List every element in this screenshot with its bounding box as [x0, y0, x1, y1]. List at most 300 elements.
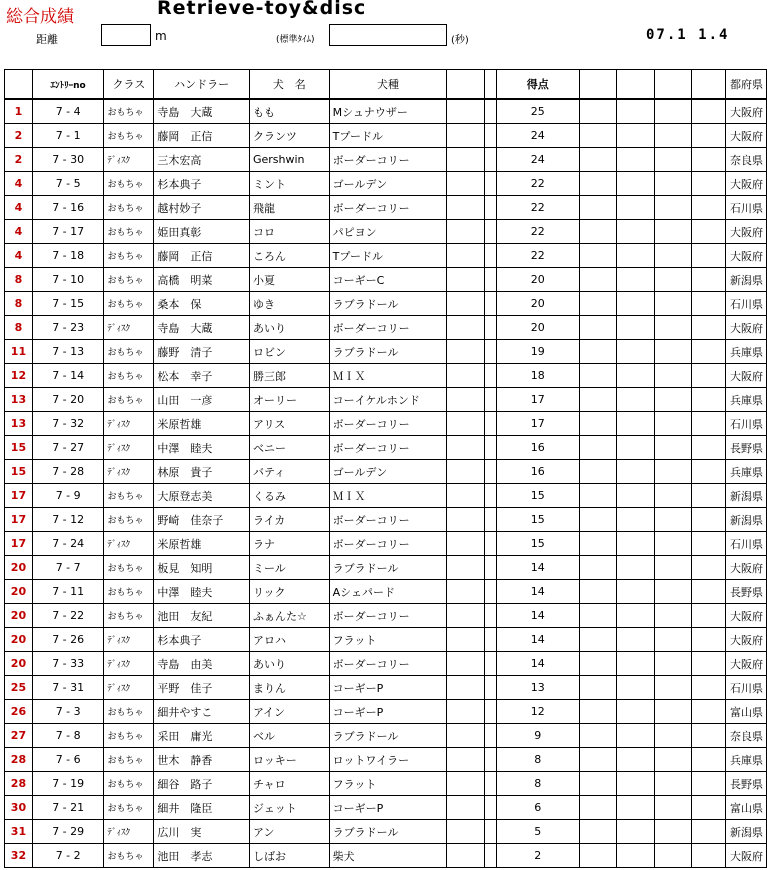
blank-cell: [692, 772, 726, 796]
class-cell: おもちゃ: [104, 340, 154, 364]
score-cell: 22: [496, 172, 579, 196]
dog-name-cell: まりん: [249, 676, 329, 700]
score-cell: 17: [496, 412, 579, 436]
dog-name-cell: リック: [249, 580, 329, 604]
table-row: [5, 268, 767, 292]
blank-cell: [484, 772, 496, 796]
blank-cell: [692, 676, 726, 700]
blank-cell: [447, 508, 485, 532]
prefecture-cell: 大阪府: [725, 99, 766, 124]
dog-name-cell: アリス: [249, 412, 329, 436]
blank-cell: [617, 796, 655, 820]
blank-cell: [484, 508, 496, 532]
blank-cell: [692, 796, 726, 820]
breed-cell: コーイケルホンド: [329, 388, 447, 412]
score-cell: 13: [496, 676, 579, 700]
blank-cell: [484, 436, 496, 460]
handler-cell: 松本 幸子: [154, 364, 250, 388]
rank-cell: 28: [5, 748, 33, 772]
blank-cell: [484, 676, 496, 700]
handler-cell: 米原哲雄: [154, 532, 250, 556]
entry-no-cell: 7 - 14: [32, 364, 104, 388]
blank-cell: [654, 268, 692, 292]
dog-name-cell: ロッキー: [249, 748, 329, 772]
blank-cell: [692, 196, 726, 220]
blank-cell: [617, 124, 655, 148]
blank-cell: [579, 580, 617, 604]
prefecture-cell: 奈良県: [725, 724, 766, 748]
breed-cell: フラット: [329, 628, 447, 652]
table-row: [5, 772, 767, 796]
handler-cell: 高橋 明菜: [154, 268, 250, 292]
dog-name-cell: アイン: [249, 700, 329, 724]
handler-cell: 越村妙子: [154, 196, 250, 220]
blank-cell: [579, 676, 617, 700]
blank-cell: [654, 148, 692, 172]
blank-cell: [654, 508, 692, 532]
blank-cell: [654, 220, 692, 244]
rank-cell: 17: [5, 484, 33, 508]
blank-cell: [617, 676, 655, 700]
blank-cell: [447, 460, 485, 484]
table-row: [5, 388, 767, 412]
blank-cell: [447, 844, 485, 868]
blank-cell: [617, 460, 655, 484]
handler-cell: 広川 実: [154, 820, 250, 844]
blank-cell: [579, 652, 617, 676]
handler-cell: 大原登志美: [154, 484, 250, 508]
class-cell: おもちゃ: [104, 220, 154, 244]
prefecture-cell: 大阪府: [725, 652, 766, 676]
entry-no-cell: 7 - 5: [32, 172, 104, 196]
prefecture-cell: 富山県: [725, 796, 766, 820]
dog-name-cell: 飛龍: [249, 196, 329, 220]
entry-no-cell: 7 - 27: [32, 436, 104, 460]
blank-cell: [617, 772, 655, 796]
rank-cell: 20: [5, 604, 33, 628]
distance-field[interactable]: [101, 24, 151, 46]
blank-cell: [617, 724, 655, 748]
entry-no-cell: 7 - 2: [32, 844, 104, 868]
blank-cell: [484, 604, 496, 628]
handler-cell: 杉本典子: [154, 628, 250, 652]
blank-cell: [654, 172, 692, 196]
score-cell: 16: [496, 436, 579, 460]
class-cell: おもちゃ: [104, 292, 154, 316]
blank-cell: [617, 388, 655, 412]
table-row: [5, 124, 767, 148]
dog-name-cell: ライカ: [249, 508, 329, 532]
entry-no-cell: 7 - 32: [32, 412, 104, 436]
score-cell: 14: [496, 556, 579, 580]
blank-cell: [654, 196, 692, 220]
col-header-class: クラス: [104, 70, 154, 100]
blank-cell: [654, 99, 692, 124]
score-cell: 17: [496, 388, 579, 412]
class-cell: おもちゃ: [104, 580, 154, 604]
rank-cell: 20: [5, 580, 33, 604]
blank-cell: [579, 700, 617, 724]
blank-cell: [579, 796, 617, 820]
score-cell: 22: [496, 196, 579, 220]
blank-cell: [447, 532, 485, 556]
class-cell: おもちゃ: [104, 388, 154, 412]
blank-cell: [617, 652, 655, 676]
blank-cell: [617, 268, 655, 292]
blank-cell: [692, 388, 726, 412]
blank-cell: [617, 484, 655, 508]
table-row: [5, 244, 767, 268]
table-row: [5, 460, 767, 484]
handler-cell: 細井 隆臣: [154, 796, 250, 820]
handler-cell: 寺島 大蔵: [154, 99, 250, 124]
breed-cell: ボーダーコリー: [329, 436, 447, 460]
blank-cell: [617, 580, 655, 604]
blank-cell: [692, 364, 726, 388]
breed-cell: コーギーP: [329, 676, 447, 700]
blank-cell: [654, 796, 692, 820]
blank-cell: [579, 412, 617, 436]
rank-cell: 17: [5, 508, 33, 532]
blank-cell: [447, 820, 485, 844]
blank-cell: [692, 172, 726, 196]
blank-cell: [447, 700, 485, 724]
score-cell: 22: [496, 244, 579, 268]
table-row: [5, 676, 767, 700]
blank-cell: [484, 628, 496, 652]
blank-cell: [447, 196, 485, 220]
prefecture-cell: 長野県: [725, 580, 766, 604]
blank-cell: [447, 412, 485, 436]
handler-cell: 姫田真彰: [154, 220, 250, 244]
blank-cell: [447, 772, 485, 796]
handler-cell: 杉本典子: [154, 172, 250, 196]
prefecture-cell: 新潟県: [725, 820, 766, 844]
breed-cell: ロットワイラー: [329, 748, 447, 772]
blank-cell: [484, 532, 496, 556]
rank-cell: 4: [5, 172, 33, 196]
blank-cell: [617, 364, 655, 388]
rank-cell: 31: [5, 820, 33, 844]
blank-cell: [692, 724, 726, 748]
entry-no-cell: 7 - 11: [32, 580, 104, 604]
entry-no-cell: 7 - 4: [32, 99, 104, 124]
entry-no-cell: 7 - 28: [32, 460, 104, 484]
blank-cell: [579, 99, 617, 124]
blank-cell: [654, 556, 692, 580]
entry-no-cell: 7 - 6: [32, 748, 104, 772]
blank-cell: [579, 124, 617, 148]
handler-cell: 山田 一彦: [154, 388, 250, 412]
score-cell: 8: [496, 772, 579, 796]
rank-cell: 20: [5, 556, 33, 580]
blank-cell: [579, 436, 617, 460]
prefecture-cell: 大阪府: [725, 628, 766, 652]
handler-cell: 藤岡 正信: [154, 244, 250, 268]
blank-cell: [447, 124, 485, 148]
prefecture-cell: 新潟県: [725, 268, 766, 292]
blank-cell: [579, 268, 617, 292]
table-row: [5, 412, 767, 436]
dog-name-cell: ジェット: [249, 796, 329, 820]
breed-cell: ラブラドール: [329, 556, 447, 580]
blank-cell: [654, 340, 692, 364]
dog-name-cell: ミール: [249, 556, 329, 580]
score-cell: 9: [496, 724, 579, 748]
rank-cell: 8: [5, 316, 33, 340]
breed-cell: ＭＩＸ: [329, 484, 447, 508]
prefecture-cell: 大阪府: [725, 124, 766, 148]
entry-no-cell: 7 - 12: [32, 508, 104, 532]
breed-cell: ラブラドール: [329, 820, 447, 844]
table-row: [5, 172, 767, 196]
table-row: [5, 508, 767, 532]
table-row: [5, 748, 767, 772]
class-cell: おもちゃ: [104, 700, 154, 724]
blank-cell: [447, 652, 485, 676]
score-cell: 15: [496, 484, 579, 508]
breed-cell: ラブラドール: [329, 292, 447, 316]
score-cell: 2: [496, 844, 579, 868]
prefecture-cell: 新潟県: [725, 484, 766, 508]
blank-cell: [484, 748, 496, 772]
blank-cell: [692, 556, 726, 580]
blank-cell: [692, 436, 726, 460]
dog-name-cell: アン: [249, 820, 329, 844]
rank-cell: 2: [5, 124, 33, 148]
table-row: [5, 316, 767, 340]
blank-cell: [692, 604, 726, 628]
blank-cell: [692, 316, 726, 340]
col-header-rank: [5, 70, 33, 100]
score-cell: 14: [496, 628, 579, 652]
dog-name-cell: ゆき: [249, 292, 329, 316]
table-row: [5, 436, 767, 460]
table-row: [5, 532, 767, 556]
blank-cell: [484, 388, 496, 412]
blank-cell: [692, 820, 726, 844]
entry-no-cell: 7 - 9: [32, 484, 104, 508]
summary-title: 総合成績: [6, 7, 74, 27]
class-cell: おもちゃ: [104, 748, 154, 772]
blank-cell: [654, 316, 692, 340]
blank-cell: [617, 820, 655, 844]
dog-name-cell: ころん: [249, 244, 329, 268]
entry-no-cell: 7 - 20: [32, 388, 104, 412]
blank-cell: [692, 532, 726, 556]
dog-name-cell: ベニー: [249, 436, 329, 460]
entry-no-cell: 7 - 29: [32, 820, 104, 844]
standard-time-field[interactable]: [329, 24, 447, 46]
blank-cell: [692, 124, 726, 148]
entry-no-cell: 7 - 16: [32, 196, 104, 220]
handler-cell: 細谷 路子: [154, 772, 250, 796]
prefecture-cell: 長野県: [725, 772, 766, 796]
rank-cell: 20: [5, 652, 33, 676]
distance-label: 距離: [36, 33, 58, 46]
blank-cell: [447, 99, 485, 124]
blank-cell: [654, 724, 692, 748]
score-cell: 24: [496, 148, 579, 172]
blank-cell: [447, 172, 485, 196]
blank-cell: [447, 388, 485, 412]
prefecture-cell: 兵庫県: [725, 388, 766, 412]
dog-name-cell: くるみ: [249, 484, 329, 508]
blank-cell: [654, 364, 692, 388]
col-header-blank: [579, 70, 617, 100]
blank-cell: [617, 556, 655, 580]
blank-cell: [447, 436, 485, 460]
class-cell: ﾃﾞｨｽｸ: [104, 820, 154, 844]
blank-cell: [617, 412, 655, 436]
entry-no-cell: 7 - 23: [32, 316, 104, 340]
blank-cell: [617, 292, 655, 316]
entry-no-cell: 7 - 7: [32, 556, 104, 580]
breed-cell: ボーダーコリー: [329, 652, 447, 676]
prefecture-cell: 新潟県: [725, 508, 766, 532]
event-date: 07.1 1.4: [646, 27, 730, 43]
breed-cell: ボーダーコリー: [329, 412, 447, 436]
breed-cell: ＭＩＸ: [329, 364, 447, 388]
entry-no-cell: 7 - 30: [32, 148, 104, 172]
blank-cell: [579, 604, 617, 628]
handler-cell: 采田 庸光: [154, 724, 250, 748]
blank-cell: [484, 844, 496, 868]
entry-no-cell: 7 - 24: [32, 532, 104, 556]
dog-name-cell: チャロ: [249, 772, 329, 796]
breed-cell: ラブラドール: [329, 340, 447, 364]
blank-cell: [447, 364, 485, 388]
blank-cell: [617, 844, 655, 868]
breed-cell: パピヨン: [329, 220, 447, 244]
blank-cell: [484, 99, 496, 124]
breed-cell: ラブラドール: [329, 724, 447, 748]
score-cell: 15: [496, 508, 579, 532]
breed-cell: ボーダーコリー: [329, 316, 447, 340]
breed-cell: コーギーP: [329, 796, 447, 820]
entry-no-cell: 7 - 10: [32, 268, 104, 292]
blank-cell: [692, 460, 726, 484]
class-cell: おもちゃ: [104, 604, 154, 628]
class-cell: おもちゃ: [104, 172, 154, 196]
handler-cell: 野崎 佳奈子: [154, 508, 250, 532]
breed-cell: コーギーP: [329, 700, 447, 724]
class-cell: おもちゃ: [104, 124, 154, 148]
blank-cell: [617, 148, 655, 172]
blank-cell: [484, 796, 496, 820]
score-cell: 19: [496, 340, 579, 364]
breed-cell: Mシュナウザー: [329, 99, 447, 124]
prefecture-cell: 大阪府: [725, 316, 766, 340]
table-row: [5, 148, 767, 172]
class-cell: おもちゃ: [104, 772, 154, 796]
blank-cell: [579, 292, 617, 316]
prefecture-cell: 兵庫県: [725, 460, 766, 484]
col-header-prefecture: 都府県: [725, 70, 766, 100]
blank-cell: [447, 244, 485, 268]
blank-cell: [484, 196, 496, 220]
prefecture-cell: 兵庫県: [725, 340, 766, 364]
entry-no-cell: 7 - 21: [32, 796, 104, 820]
class-cell: ﾃﾞｨｽｸ: [104, 628, 154, 652]
entry-no-cell: 7 - 15: [32, 292, 104, 316]
handler-cell: 平野 佳子: [154, 676, 250, 700]
blank-cell: [447, 724, 485, 748]
blank-cell: [692, 484, 726, 508]
table-header-row: [5, 70, 767, 100]
blank-cell: [484, 652, 496, 676]
blank-cell: [579, 820, 617, 844]
blank-cell: [617, 748, 655, 772]
handler-cell: 寺島 大蔵: [154, 316, 250, 340]
rank-cell: 30: [5, 796, 33, 820]
distance-unit: m: [155, 29, 167, 43]
prefecture-cell: 富山県: [725, 700, 766, 724]
handler-cell: 池田 友紀: [154, 604, 250, 628]
blank-cell: [692, 99, 726, 124]
blank-cell: [484, 292, 496, 316]
handler-cell: 米原哲雄: [154, 412, 250, 436]
blank-cell: [617, 99, 655, 124]
class-cell: ﾃﾞｨｽｸ: [104, 532, 154, 556]
score-cell: 18: [496, 364, 579, 388]
dog-name-cell: ラナ: [249, 532, 329, 556]
table-row: [5, 820, 767, 844]
table-row: [5, 700, 767, 724]
class-cell: ﾃﾞｨｽｸ: [104, 676, 154, 700]
blank-cell: [447, 604, 485, 628]
standard-time-label: (標準ﾀｲﾑ): [276, 35, 315, 45]
blank-cell: [654, 412, 692, 436]
rank-cell: 8: [5, 268, 33, 292]
dog-name-cell: アロハ: [249, 628, 329, 652]
table-row: [5, 652, 767, 676]
blank-cell: [692, 220, 726, 244]
breed-cell: Tプードル: [329, 124, 447, 148]
blank-cell: [579, 724, 617, 748]
blank-cell: [447, 268, 485, 292]
col-header-handler: ハンドラー: [154, 70, 250, 100]
blank-cell: [617, 244, 655, 268]
blank-cell: [617, 172, 655, 196]
rank-cell: 17: [5, 532, 33, 556]
handler-cell: 藤野 清子: [154, 340, 250, 364]
class-cell: ﾃﾞｨｽｸ: [104, 148, 154, 172]
table-row: [5, 796, 767, 820]
breed-cell: ボーダーコリー: [329, 508, 447, 532]
class-cell: おもちゃ: [104, 508, 154, 532]
class-cell: おもちゃ: [104, 364, 154, 388]
blank-cell: [579, 772, 617, 796]
prefecture-cell: 奈良県: [725, 148, 766, 172]
col-header-breed: 犬種: [329, 70, 447, 100]
blank-cell: [484, 820, 496, 844]
dog-name-cell: Gershwin: [249, 148, 329, 172]
prefecture-cell: 石川県: [725, 412, 766, 436]
class-cell: おもちゃ: [104, 556, 154, 580]
dog-name-cell: ふぁんた☆: [249, 604, 329, 628]
blank-cell: [617, 340, 655, 364]
blank-cell: [617, 628, 655, 652]
blank-cell: [484, 580, 496, 604]
handler-cell: 桑本 保: [154, 292, 250, 316]
table-row: [5, 292, 767, 316]
blank-cell: [617, 508, 655, 532]
table-row: [5, 844, 767, 868]
blank-cell: [484, 340, 496, 364]
seconds-label: (秒): [451, 35, 469, 46]
score-cell: 6: [496, 796, 579, 820]
